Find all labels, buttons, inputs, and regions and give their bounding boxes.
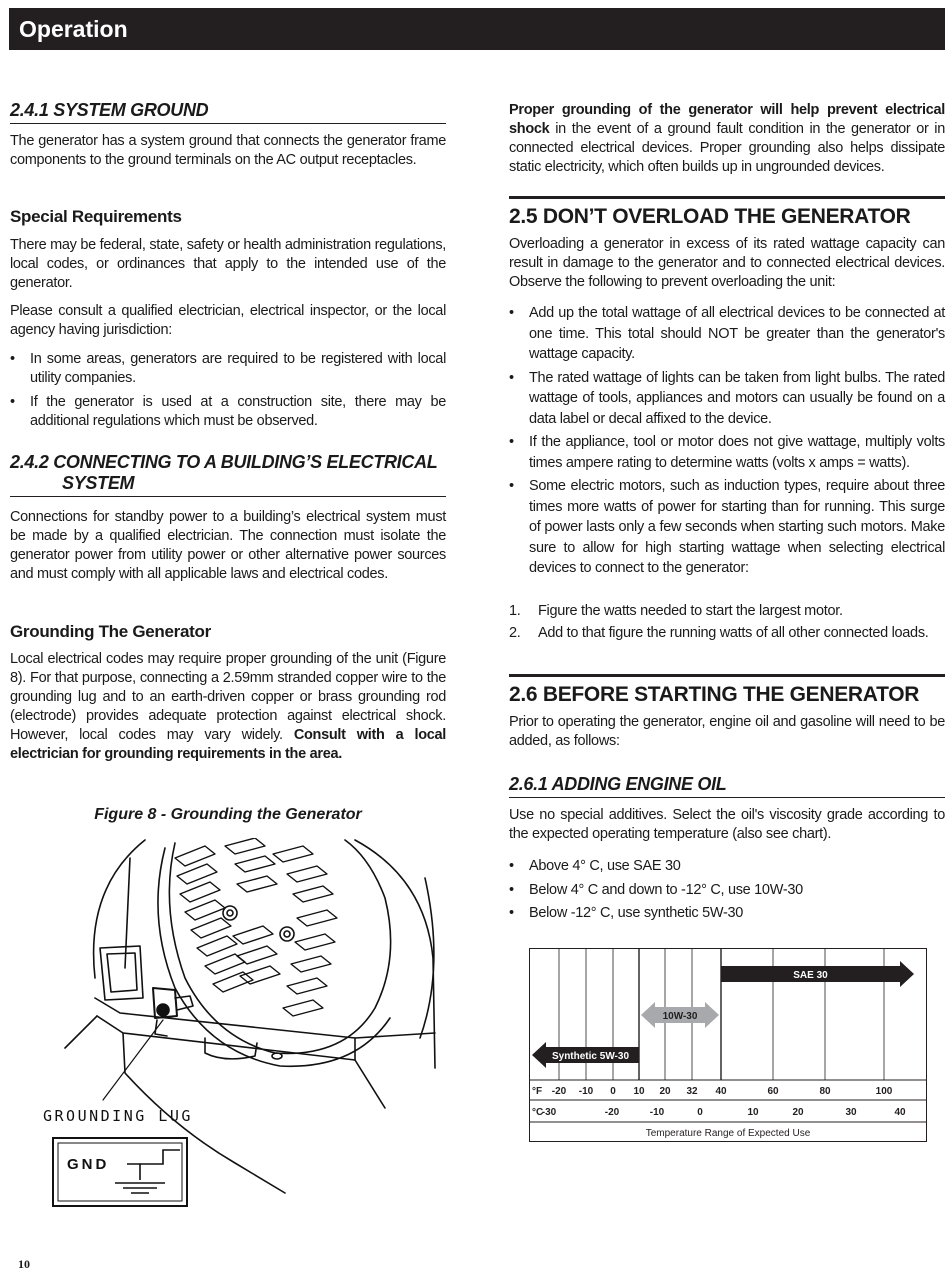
celsius-label: °C	[532, 1107, 544, 1118]
section-header-bar: Operation	[9, 8, 945, 50]
celsius-tick-label: 40	[894, 1107, 906, 1118]
fahrenheit-tick-label: 10	[633, 1086, 645, 1097]
heading-2-4-2	[10, 452, 446, 497]
step-number: 2.	[509, 625, 521, 641]
celsius-tick-label: -20	[604, 1107, 620, 1118]
list-item: • Above 4° C, use SAE 30	[509, 855, 945, 879]
celsius-tick-label: 10	[747, 1107, 759, 1118]
grounding-benefits-bold: Proper grounding of the generator will help prevent electrical shock	[509, 102, 945, 137]
heading-2-4-2-line-2: SYSTEM	[62, 473, 135, 493]
special-req-bullets	[10, 350, 446, 431]
celsius-tick-label: -10	[649, 1107, 665, 1118]
figure-8-caption: Figure 8 - Grounding the Generator	[94, 806, 362, 823]
grounding-benefits-rest: in the event of a ground fault condition in the generator or in connected electrical devices. Proper grounding also helps dissipate static electricity, which often builds up in ungrounded devices.	[509, 121, 945, 175]
special-req-para-1: There may be federal, state, safety or health administration regulations, local codes, or ordinances that apply to the intended use of the generator.	[10, 237, 446, 291]
chart-x-label: Temperature Range of Expected Use	[645, 1128, 811, 1139]
celsius-tick-label: 0	[697, 1107, 703, 1118]
grounding-text-bold: Consult with a local electrician for grounding requirements in the area.	[10, 727, 447, 762]
celsius-tick-label: -30	[541, 1107, 557, 1118]
list-item: • If the appliance, tool or motor does not give wattage, multiply volts times ampere rating to determine watts (volts x amps = watts).	[509, 432, 945, 473]
heading-2-5: 2.5 DON’T OVERLOAD THE GENERATOR	[509, 196, 945, 229]
list-item: • Add up the total wattage of all electrical devices to be connected at one time. This total should NOT be greater than the generator's wattage capacity.	[509, 303, 945, 365]
grounding-lug-label: GROUNDING LUG	[43, 1107, 193, 1125]
step-text: Add to that figure the running watts of all other connected loads.	[538, 625, 929, 641]
fahrenheit-tick-label: 0	[610, 1086, 616, 1097]
celsius-tick-label: 20	[792, 1107, 804, 1118]
fahrenheit-tick-label: 60	[767, 1086, 779, 1097]
page-number: 10	[18, 1257, 30, 1271]
oil-band-label: Synthetic 5W-30	[551, 1051, 630, 1062]
fahrenheit-tick-label: 40	[715, 1086, 727, 1097]
list-item: • In some areas, generators are required to be registered with local utility companies.	[10, 350, 446, 388]
svg-text:GND: GND	[67, 1156, 110, 1173]
heading-2-6: 2.6 BEFORE STARTING THE GENERATOR	[509, 674, 945, 707]
fahrenheit-tick-label: 80	[819, 1086, 831, 1097]
fahrenheit-tick-label: 32	[686, 1086, 698, 1097]
fahrenheit-tick-label: -20	[551, 1086, 567, 1097]
building-connection-text: Connections for standby power to a building’s electrical system must be made by a qualified electrician. The connection must isolate the generator power from utility power or other alternative power sources and must comply with all applicable laws and electrical codes.	[10, 509, 446, 582]
heading-special-requirements: Special Requirements	[10, 207, 182, 226]
heading-grounding-the-generator: Grounding The Generator	[10, 622, 211, 641]
overload-bullets	[509, 303, 945, 579]
gnd-symbol	[53, 1138, 187, 1206]
oil-band-label: SAE 30	[793, 970, 828, 981]
heading-2-4-2-line-1: 2.4.2 CONNECTING TO A BUILDING’S ELECTRICAL	[10, 452, 438, 472]
system-ground-text: The generator has a system ground that connects the generator frame components to the ground terminals on the AC output receptacles.	[10, 133, 446, 168]
list-item: • Below -12° C, use synthetic 5W-30	[509, 902, 945, 926]
grounding-generator-illustration	[25, 838, 445, 1213]
grounding-text-main: Local electrical codes may require proper grounding of the unit (Figure 8). For that purpose, connecting a 2.59mm stranded copper wire to the grounding lug and to an earth-driven copper or brass grounding rod (electrode) provides adequate protection against electrical shock. However, local codes may vary widely.	[10, 651, 446, 743]
fahrenheit-tick-label: -10	[578, 1086, 594, 1097]
overload-intro-text: Overloading a generator in excess of its rated wattage capacity can result in damage to the generator and to connected electrical devices. Observe the following to prevent overloading the unit:	[509, 236, 945, 290]
overload-steps	[509, 602, 945, 643]
list-item: • Some electric motors, such as induction types, require about three times more watts of power for starting than for running. This surge of power lasts only a few seconds when starting such motors. Make sure to allow for high starting wattage when selecting electrical devices to connect to the generator:	[509, 476, 945, 579]
list-item: • Below 4° C and down to -12° C, use 10W-30	[509, 879, 945, 903]
celsius-tick-label: 30	[845, 1107, 857, 1118]
oil-grade-bullets	[509, 855, 945, 926]
list-item	[509, 624, 945, 643]
step-number: 1.	[509, 603, 521, 619]
list-item	[509, 602, 945, 621]
heading-2-4-1: 2.4.1 SYSTEM GROUND	[10, 100, 446, 124]
oil-viscosity-chart	[529, 948, 927, 1142]
before-starting-text: Prior to operating the generator, engine oil and gasoline will need to be added, as follows:	[509, 714, 945, 749]
fahrenheit-label: °F	[532, 1086, 543, 1097]
grounding-benefits-text	[509, 101, 945, 177]
grounding-text	[10, 650, 446, 764]
list-item: • If the generator is used at a construction site, there may be additional regulations which must be observed.	[10, 393, 446, 431]
adding-oil-text: Use no special additives. Select the oil's viscosity grade according to the expected operating temperature (also see chart).	[509, 807, 945, 842]
step-text: Figure the watts needed to start the largest motor.	[538, 603, 843, 619]
fahrenheit-tick-label: 100	[875, 1086, 893, 1097]
list-item: • The rated wattage of lights can be taken from light bulbs. The rated wattage of tools, appliances and motors can usually be found on a data label or decal affixed to the device.	[509, 368, 945, 430]
oil-band-label: 10W-30	[662, 1011, 698, 1022]
fahrenheit-tick-label: 20	[659, 1086, 671, 1097]
special-req-para-2: Please consult a qualified electrician, electrical inspector, or the local agency having jurisdiction:	[10, 303, 446, 338]
heading-2-6-1: 2.6.1 ADDING ENGINE OIL	[509, 774, 945, 798]
